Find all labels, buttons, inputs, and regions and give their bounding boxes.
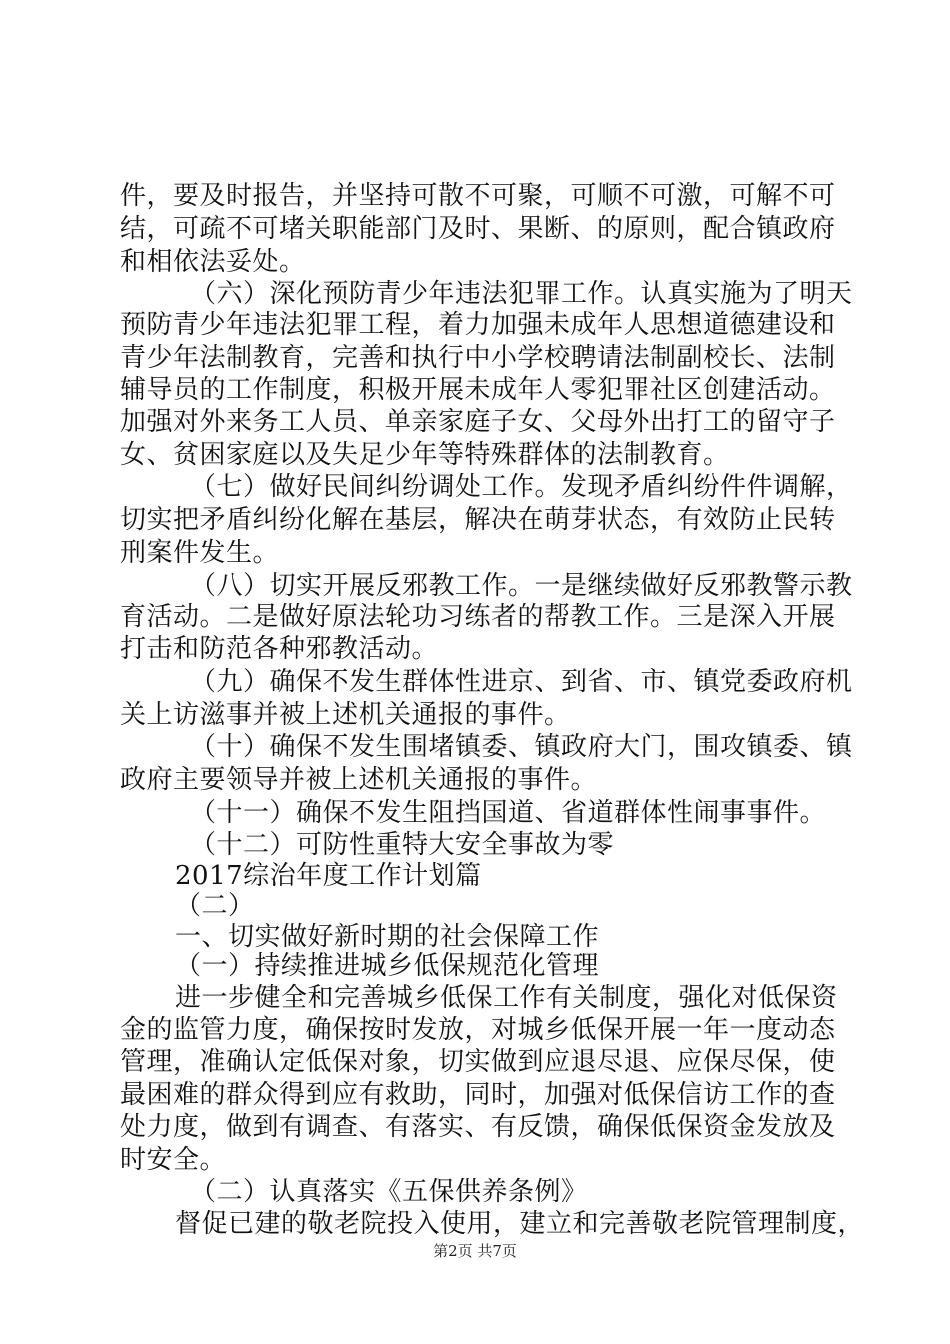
- text-line: 件，要及时报告，并坚持可散不可聚，可顺不可激，可解不可: [120, 181, 836, 212]
- text-line: 切实把矛盾纠纷化解在基层，解决在萌芽状态，有效防止民转: [120, 505, 836, 536]
- text-line: （十一）确保不发生阻挡国道、省道群体性闹事事件。: [190, 798, 827, 829]
- page-footer: 第2页 共7页: [433, 1242, 517, 1260]
- text-line: 结，可疏不可堵关职能部门及时、果断、的原则，配合镇政府: [120, 214, 836, 245]
- text-line: （六）深化预防青少年违法犯罪工作。认真实施为了明天: [190, 278, 853, 309]
- text-line: 2017综治年度工作计划篇: [175, 860, 482, 891]
- text-line: 督促已建的敬老院投入使用，建立和完善敬老院管理制度，: [175, 1209, 865, 1240]
- text-line: （一）持续推进城乡低保规范化管理: [175, 951, 600, 982]
- text-line: （九）确保不发生群体性进京、到省、市、镇党委政府机: [190, 667, 853, 698]
- text-line: 关上访滋事并被上述机关通报的事件。: [120, 700, 571, 731]
- text-line: （二）: [175, 891, 255, 922]
- text-line: 女、贫困家庭以及失足少年等特殊群体的法制教育。: [120, 440, 730, 471]
- text-line: 育活动。二是做好原法轮功习练者的帮教工作。三是深入开展: [120, 601, 836, 632]
- text-line: 一、切实做好新时期的社会保障工作: [175, 921, 600, 952]
- text-line: 刑案件发生。: [120, 538, 280, 569]
- text-line: 金的监管力度，确保按时发放，对城乡低保开展一年一度动态: [120, 1015, 836, 1046]
- text-line: （十二）可防性重特大安全事故为零: [190, 830, 615, 861]
- text-line: 和相依法妥处。: [120, 247, 306, 278]
- text-line: （十）确保不发生围堵镇委、镇政府大门，围攻镇委、镇: [190, 732, 853, 763]
- text-line: 进一步健全和完善城乡低保工作有关制度，强化对低保资: [175, 983, 838, 1014]
- text-line: （七）做好民间纠纷调处工作。发现矛盾纠纷件件调解，: [190, 472, 853, 503]
- text-line: 政府主要领导并被上述机关通报的事件。: [120, 765, 598, 796]
- text-line: 青少年法制教育，完善和执行中小学校聘请法制副校长、法制: [120, 342, 836, 373]
- text-line: 辅导员的工作制度，积极开展未成年人零犯罪社区创建活动。: [120, 375, 836, 406]
- text-line: （二）认真落实《五保供养条例》: [190, 1176, 588, 1207]
- text-line: （八）切实开展反邪教工作。一是继续做好反邪教警示教: [190, 570, 853, 601]
- text-line: 管理，准确认定低保对象，切实做到应退尽退、应保尽保，使: [120, 1047, 836, 1078]
- text-line: 时安全。: [120, 1144, 227, 1175]
- text-line: 处力度，做到有调查、有落实、有反馈，确保低保资金发放及: [120, 1111, 836, 1142]
- text-line: 预防青少年违法犯罪工程，着力加强未成年人思想道德建设和: [120, 309, 836, 340]
- text-line: 打击和防范各种邪教活动。: [120, 634, 439, 665]
- text-line: 加强对外来务工人员、单亲家庭子女、父母外出打工的留守子: [120, 407, 836, 438]
- text-line: 最困难的群众得到应有救助，同时，加强对低保信访工作的查: [120, 1079, 836, 1110]
